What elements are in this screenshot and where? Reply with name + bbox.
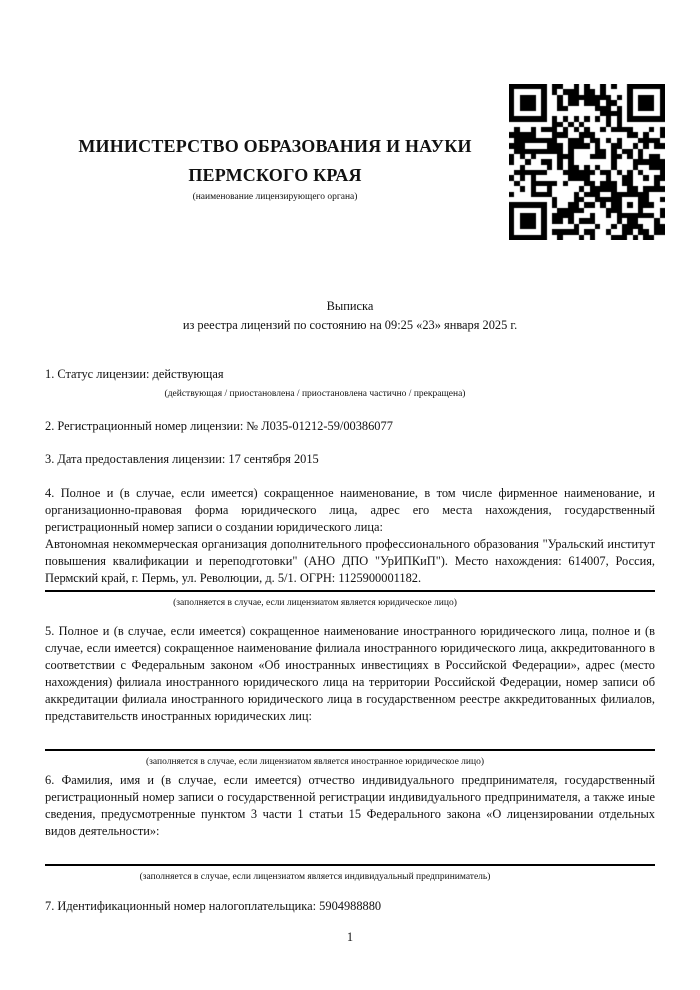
item-5-foreign-entity — [45, 623, 655, 768]
document-title-line1: Выписка — [326, 299, 374, 313]
document-title-line2: из реестра лицензий по состоянию на 09:25 «23» января 2025 г. — [182, 318, 518, 332]
item-6-blank-line — [45, 864, 655, 866]
item-6-label: 6. Фамилия, имя и (в случае, если имеется) отчество индивидуального предпринимателя, государственный регистрационный номер записи о государственной регистрации индивидуального предпринимателя, а также иные сведения, предусмотренные пунктом 3 части 1 статьи 15 Федерального закона «О лицензировании отдельных видов деятельности»: — [45, 773, 655, 838]
item-4-caption: (заполняется в случае, если лицензиатом является юридическое лицо) — [173, 598, 457, 608]
ministry-name-line1: МИНИСТЕРСТВО ОБРАЗОВАНИЯ И НАУКИ — [78, 136, 472, 156]
item-4-label: 4. Полное и (в случае, если имеется) сокращенное наименование, в том числе фирменное наименование, и организационно-правовая форма юридического лица, адрес его места нахождения, государственный регистрационный номер записи о создании юридического лица: — [45, 486, 655, 534]
item-3-text: 3. Дата предоставления лицензии: 17 сентября 2015 — [45, 452, 319, 466]
item-1-text: 1. Статус лицензии: действующая — [45, 367, 224, 381]
ministry-caption: (наименование лицензирующего органа) — [192, 192, 358, 202]
ministry-name-line2: ПЕРМСКОГО КРАЯ — [188, 165, 362, 185]
item-3-license-date — [45, 451, 655, 468]
ministry-name — [45, 132, 505, 190]
item-7-taxpayer-number — [45, 898, 655, 915]
item-5-blank-line — [45, 749, 655, 751]
qr-code — [509, 84, 665, 240]
item-2-text: 2. Регистрационный номер лицензии: № Л035-01212-59/00386077 — [45, 419, 393, 433]
item-6-individual-entrepreneur — [45, 772, 655, 883]
item-4-underline — [45, 590, 655, 592]
item-1-license-status — [45, 366, 655, 400]
item-6-caption: (заполняется в случае, если лицензиатом является индивидуальный предприниматель) — [139, 872, 491, 882]
item-4-value: Автономная некоммерческая организация дополнительного профессионального образования "Уральский институт повышения квалификации и переподготовки" (АНО ДПО "УрИПКиП"). Место нахождения: 614007, Россия, Пермский край, г. Пермь, ул. Революции, д. 5/1. ОГРН: 1125900001182. — [45, 537, 655, 585]
document-title — [0, 297, 700, 335]
item-1-caption: (действующая / приостановлена / приостановлена частично / прекращена) — [164, 389, 466, 399]
item-2-registration-number — [45, 418, 655, 435]
item-5-caption: (заполняется в случае, если лицензиатом является иностранное юридическое лицо) — [146, 757, 484, 767]
item-5-label: 5. Полное и (в случае, если имеется) сокращенное наименование иностранного юридического лица, полное и (в случае, если имеется) сокращенное наименование филиала иностранного юридического лица, аккредитованного в соответствии с Федеральным законом «Об иностранных инвестициях в Российской Федерации», адрес (место нахождения) филиала иностранного юридического лица на территории Российской Федерации, номер записи об аккредитации филиала иностранного юридического лица в государственном реестре аккредитованных филиалов, представительств иностранных юридических лиц: — [45, 624, 655, 723]
item-4-legal-entity — [45, 485, 655, 609]
page-number: 1 — [346, 930, 354, 944]
item-7-text: 7. Идентификационный номер налогоплательщика: 5904988880 — [45, 899, 382, 913]
